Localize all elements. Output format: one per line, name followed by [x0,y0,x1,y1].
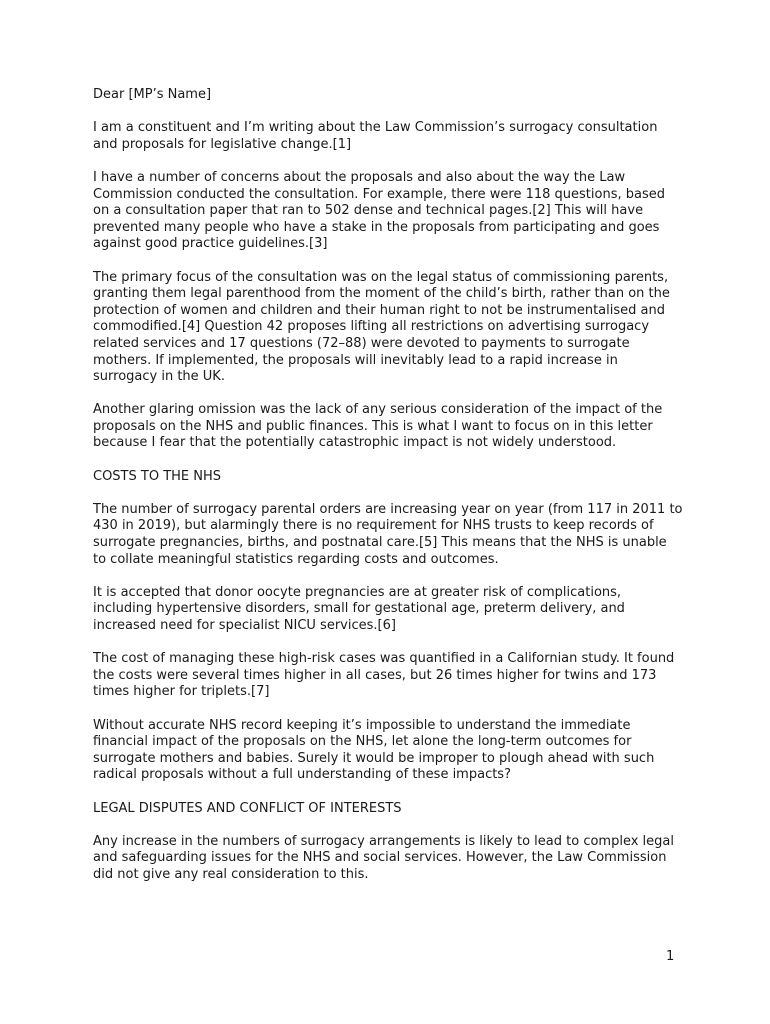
paragraph-primary-focus: The primary focus of the consultation was on the legal status of commissioning parents, granting them legal parenthood from the moment of the child’s birth, rather than on the protection of women and children and their human right to not be instrumentalised and commodified.[4] Question 42 proposes lifting all restrictions on advertising surrogacy related services and 17 questions (72–88) were devoted to payments to surrogate mothers. If implemented, the proposals will inevitably lead to a rapid increase in surrogacy in the UK. [93,269,670,385]
page-number: 1 [666,949,675,964]
paragraph-intro: I am a constituent and I’m writing about the Law Commission’s surrogacy consultation and proposals for legislative change.[1] [93,120,658,152]
paragraph-concerns: I have a number of concerns about the proposals and also about the way the Law Commission conducted the consultation. For example, there were 118 questions, based on a consultation paper that ran to 502 dense and technical pages.[2] This will have prevented many people who have a stake in the proposals from participating and goes against good practice guidelines.[3] [93,169,665,252]
letter-body [93,87,683,900]
paragraph-omission: Another glaring omission was the lack of any serious consideration of the impact of the proposals on the NHS and public finances. This is what I want to focus on in this letter because I fear that the potentially catastrophic impact is not widely understood. [93,402,663,451]
paragraph-record-keeping: Without accurate NHS record keeping it’s impossible to understand the immediate financial impact of the proposals on the NHS, let alone the long-term outcomes for surrogate mothers and babies. Surely it would be improper to plough ahead with such radical proposals without a full understanding of these impacts? [93,717,655,783]
paragraph-legal-issues: Any increase in the numbers of surrogacy arrangements is likely to lead to complex legal and safeguarding issues for the NHS and social services. However, the Law Commission did not give any real consideration to this. [93,833,674,882]
paragraph-donor-oocyte: It is accepted that donor oocyte pregnancies are at greater risk of complications, including hypertensive disorders, small for gestational age, preterm delivery, and increased need for specialist NICU services.[6] [93,584,625,633]
section-heading-legal: LEGAL DISPUTES AND CONFLICT OF INTERESTS [93,800,402,816]
paragraph-parental-orders: The number of surrogacy parental orders are increasing year on year (from 117 in 2011 to 430 in 2019), but alarmingly there is no requirement for NHS trusts to keep records of surrogate pregnancies, births, and postnatal care.[5] This means that the NHS is unable to collate meaningful statistics regarding costs and outcomes. [93,501,683,567]
section-heading-costs: COSTS TO THE NHS [93,468,222,484]
paragraph-californian-study: The cost of managing these high-risk cases was quantified in a Californian study. It found the costs were several times higher in all cases, but 26 times higher for twins and 173 times higher for triplets.[7] [93,651,675,700]
salutation: Dear [MP’s Name] [93,87,212,102]
